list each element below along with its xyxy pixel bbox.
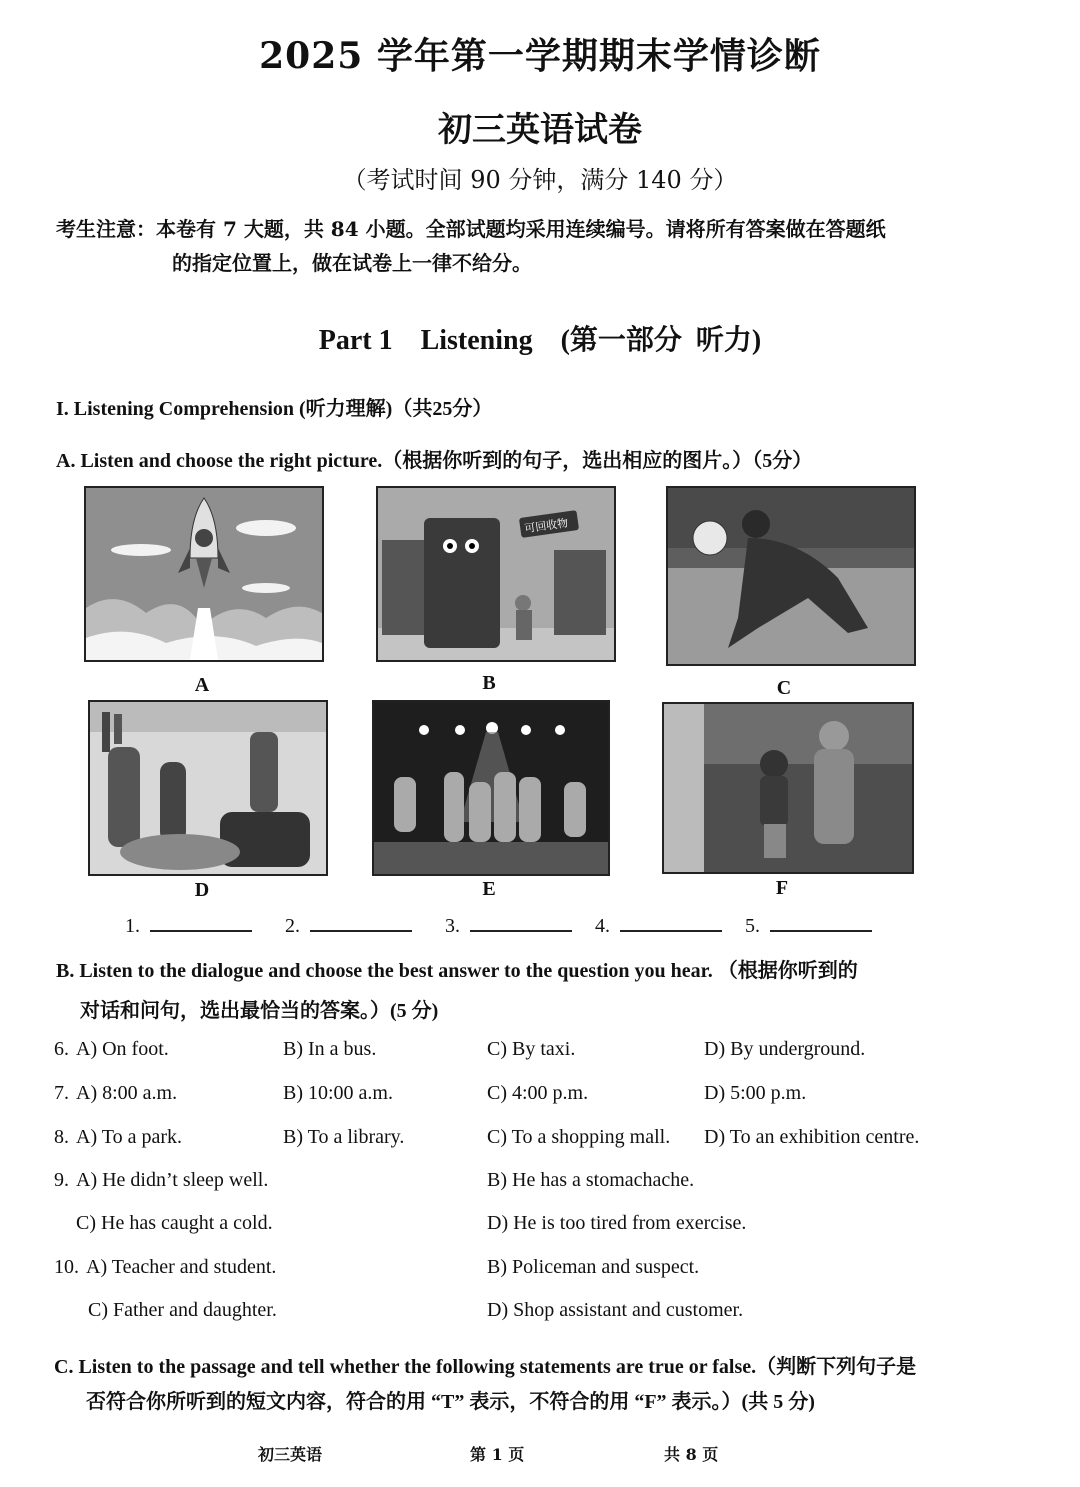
stage-group-image (374, 702, 608, 874)
exam-info: （考试时间 90 分钟，满分 140 分） (342, 166, 738, 194)
question-7-option-d[interactable]: D) 5:00 p.m. (704, 1082, 807, 1104)
picture-d-label: D (194, 879, 210, 901)
picture-e-label: E (482, 878, 496, 900)
recyclable-sign-text: 可回收物 (523, 516, 569, 536)
picture-a (84, 486, 324, 662)
question-7-number: 7. (54, 1082, 69, 1104)
question-10-option-b[interactable]: B) Policeman and suspect. (487, 1256, 700, 1278)
answer-blanks (125, 912, 882, 938)
question-10-option-c[interactable]: C) Father and daughter. (88, 1299, 277, 1321)
question-9-option-b[interactable]: B) He has a stomachache. (487, 1169, 695, 1191)
answer-blank-2[interactable]: 2. (285, 912, 412, 938)
footer-total-pages: 共 8 页 (664, 1445, 719, 1464)
question-6-number: 6. (54, 1038, 69, 1060)
question-9-option-c[interactable]: C) He has caught a cold. (76, 1212, 273, 1234)
question-8-option-d[interactable]: D) To an exhibition centre. (704, 1126, 920, 1148)
garden-image (664, 704, 912, 872)
picture-b (376, 486, 616, 662)
question-9-option-a[interactable]: A) He didn’t sleep well. (76, 1169, 269, 1191)
picture-c (666, 486, 916, 666)
rocket-image (86, 488, 322, 660)
notice-line-2: 的指定位置上，做在试卷上一律不给分。 (172, 251, 532, 275)
picture-d (88, 700, 328, 876)
question-8-option-a[interactable]: A) To a park. (76, 1126, 182, 1148)
question-6-option-a[interactable]: A) On foot. (76, 1038, 169, 1060)
section-i-title: I. Listening Comprehension (听力理解)（共25分） (56, 398, 493, 420)
picture-a-label: A (194, 674, 210, 696)
exam-subtitle: 初三英语试卷 (438, 110, 642, 150)
part-title: Part 1 Listening (第一部分 听力) (318, 325, 762, 356)
question-10-number: 10. (54, 1256, 79, 1278)
footer-page-number: 第 1 页 (470, 1445, 525, 1464)
picture-f (662, 702, 914, 874)
question-7-option-b[interactable]: B) 10:00 a.m. (283, 1082, 393, 1104)
question-10-option-a[interactable]: A) Teacher and student. (86, 1256, 277, 1278)
picture-b-label: B (482, 672, 496, 694)
question-8-option-b[interactable]: B) To a library. (283, 1126, 405, 1148)
volleyball-image (668, 488, 914, 664)
question-6-option-d[interactable]: D) By underground. (704, 1038, 866, 1060)
question-7-option-c[interactable]: C) 4:00 p.m. (487, 1082, 589, 1104)
picture-f-label: F (775, 877, 789, 899)
question-7-option-a[interactable]: A) 8:00 a.m. (76, 1082, 178, 1104)
question-9-option-d[interactable]: D) He is too tired from exercise. (487, 1212, 747, 1234)
section-a-title: A. Listen and choose the right picture.（根据你听到的句子，选出相应的图片。）（5分） (56, 450, 813, 472)
notice-line-1: 考生注意：本卷有 7 大题，共 84 小题。全部试题均采用连续编号。请将所有答案做在答题纸 (56, 217, 886, 241)
question-10-option-d[interactable]: D) Shop assistant and customer. (487, 1299, 744, 1321)
question-8-option-c[interactable]: C) To a shopping mall. (487, 1126, 671, 1148)
exam-notice (56, 212, 1036, 280)
beach-cleanup-image (90, 702, 326, 874)
answer-blank-4[interactable]: 4. (595, 912, 722, 938)
question-6-option-c[interactable]: C) By taxi. (487, 1038, 576, 1060)
question-9-number: 9. (54, 1169, 69, 1191)
question-8-number: 8. (54, 1126, 69, 1148)
answer-blank-1[interactable]: 1. (125, 912, 252, 938)
section-b-title-2: 对话和问句，选出最恰当的答案。）(5 分) (80, 1000, 439, 1022)
section-b-title-1: B. Listen to the dialogue and choose the best answer to the question you hear. （根据你听到的 (56, 960, 858, 982)
question-6-option-b[interactable]: B) In a bus. (283, 1038, 377, 1060)
recycling-bin-image (378, 488, 614, 660)
answer-blank-5[interactable]: 5. (745, 912, 872, 938)
answer-blank-3[interactable]: 3. (445, 912, 572, 938)
picture-e (372, 700, 610, 876)
section-c-title-2: 否符合你所听到的短文内容，符合的用 “T” 表示，不符合的用 “F” 表示。）(共 5 分) (86, 1391, 815, 1413)
exam-title: 2025 学年第一学期期末学情诊断 (259, 35, 821, 77)
picture-c-label: C (776, 677, 792, 699)
footer-subject: 初三英语 (258, 1445, 323, 1464)
section-c-title-1: C. Listen to the passage and tell whether the following statements are true or false.（判断下列句子是 (54, 1356, 917, 1378)
